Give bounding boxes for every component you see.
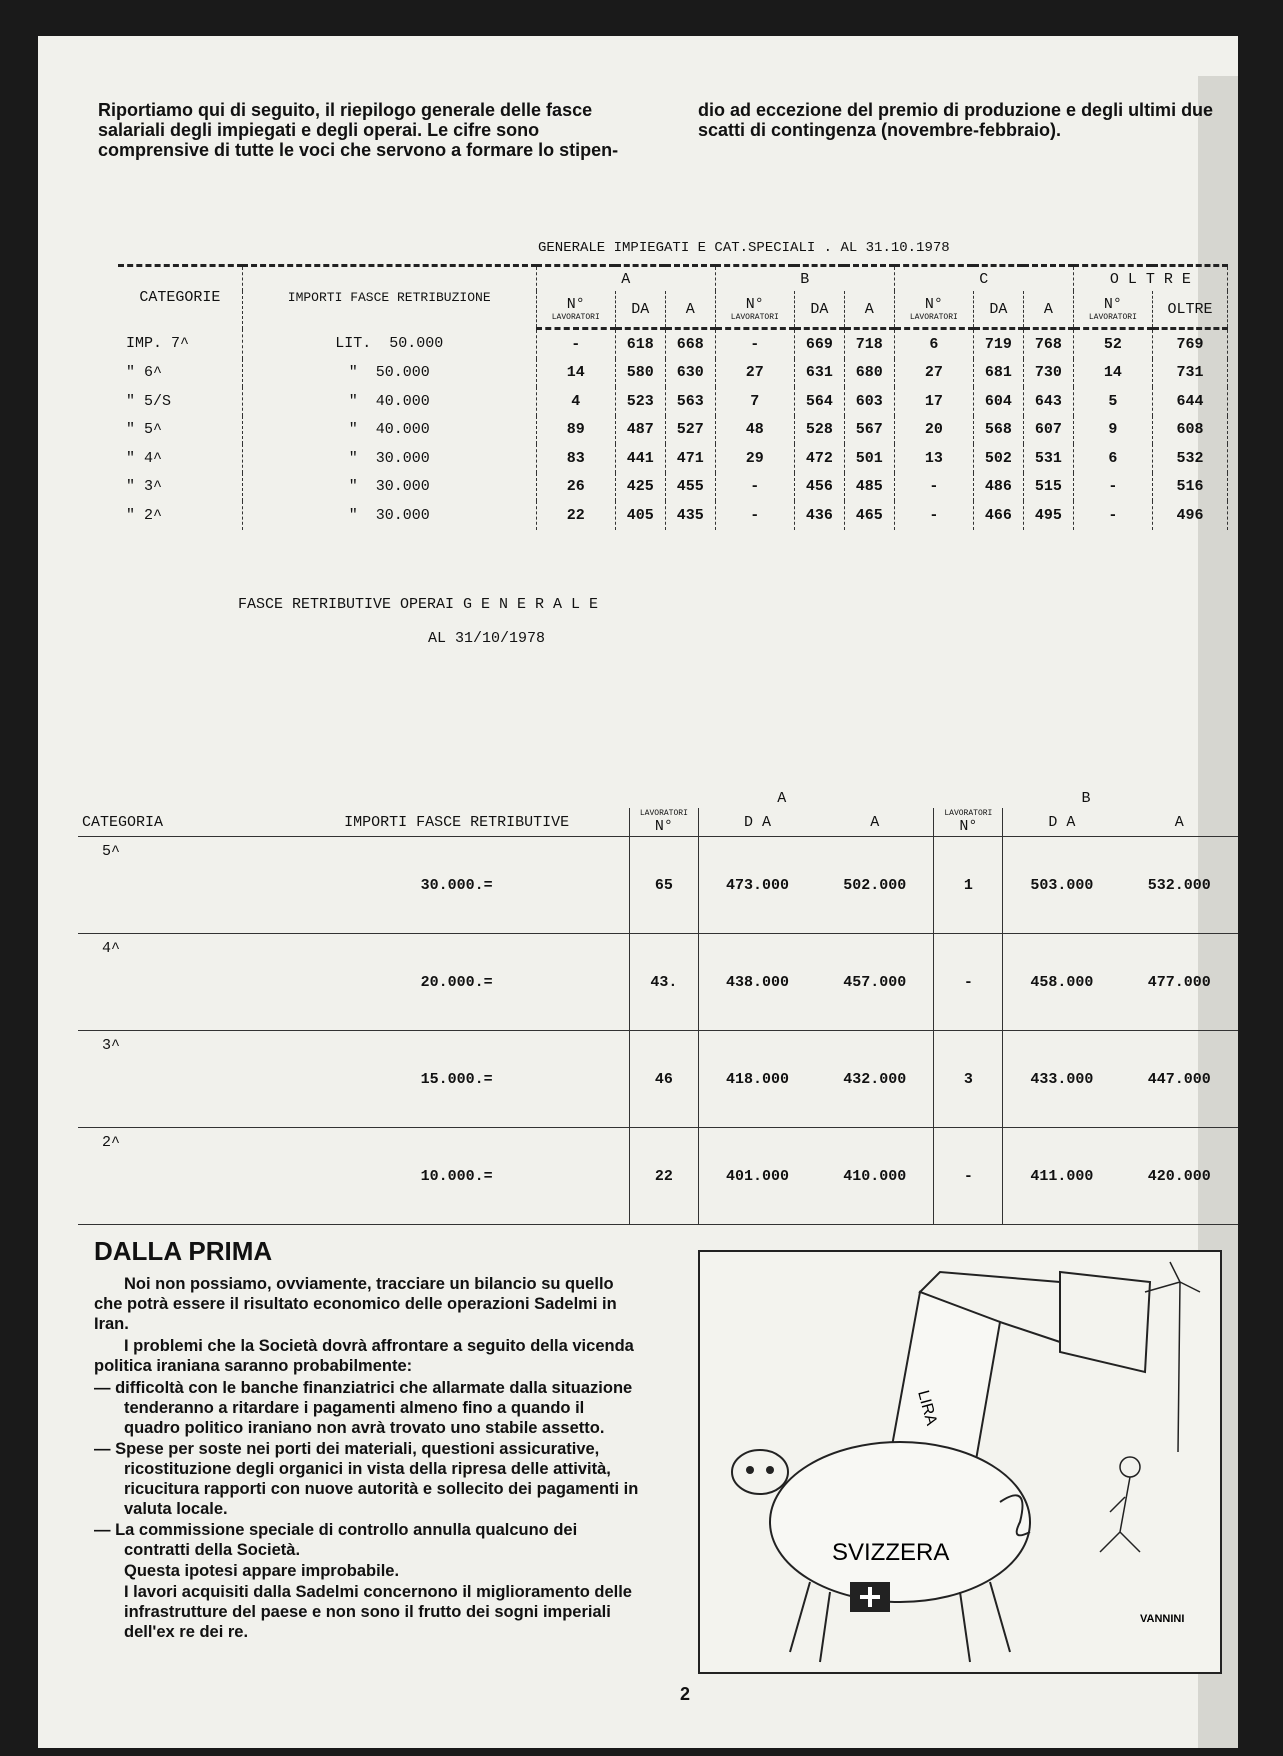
hdr-o-n: N° LAVORATORI [1073, 291, 1152, 329]
cell-b_da: 411.000 [1003, 1128, 1121, 1225]
cell-b_n: 3 [934, 1031, 1003, 1128]
hdr-group-oltre: O L T R E [1073, 266, 1227, 292]
cell-a_da: 438.000 [698, 934, 816, 1031]
cell-b_n: - [934, 934, 1003, 1031]
cell-b_a: 485 [844, 473, 894, 502]
dalla-p1: Noi non possiamo, ovviamente, tracciare un bilancio su quello che potrà essere il risultato economico delle operazioni Sadelmi in Iran. [94, 1275, 617, 1333]
cell-a_a: 630 [665, 359, 715, 388]
cell-b_a: 477.000 [1121, 934, 1238, 1031]
table-row [78, 934, 1238, 1031]
cell-a_n: 22 [536, 501, 615, 530]
dalla-bullet-2: — Spese per soste nei porti dei materiali, questioni assicurative, ricostituzione degli organici in vista della ripresa delle attività, ricucitura rapporti con nuove autorità e sollecito dei pagamenti in valuta locale. [94, 1440, 639, 1518]
hdr-group-c: C [894, 266, 1073, 292]
cell-c_da: 466 [973, 501, 1023, 530]
cell-a_a: 527 [665, 416, 715, 445]
cell-o_n: - [1073, 501, 1152, 530]
cell-lit-imp: " 50.000 [242, 359, 536, 388]
cell-b_n: 48 [715, 416, 794, 445]
cell-imp: 20.000.= [284, 934, 629, 1031]
cell-b_a: 567 [844, 416, 894, 445]
cell-c_da: 681 [973, 359, 1023, 388]
cell-a_a: 471 [665, 444, 715, 473]
cell-a_a: 668 [665, 329, 715, 359]
hdr2-categoria: CATEGORIA [78, 808, 284, 837]
cell-cat: IMP. 7^ [118, 329, 242, 359]
hdr2-a-n: LAVORATORI N° [629, 808, 698, 837]
cell-a_da: 487 [615, 416, 665, 445]
cell-cat: 4^ [78, 934, 284, 1031]
cell-imp: 30.000.= [284, 837, 629, 934]
cell-lit-imp: " 40.000 [242, 387, 536, 416]
cell-lit-imp: " 40.000 [242, 416, 536, 445]
cell-a_n: 4 [536, 387, 615, 416]
cell-a_n: 43. [629, 934, 698, 1031]
cell-c_n: - [894, 501, 973, 530]
employees-salary-table [118, 264, 1228, 530]
cell-a_n: - [536, 329, 615, 359]
hdr-group-a: A [536, 266, 715, 292]
table-row [118, 473, 1228, 502]
cell-o_n: - [1073, 473, 1152, 502]
cell-b_n: 1 [934, 837, 1003, 934]
cell-b_da: 528 [794, 416, 844, 445]
cell-o_oltre: 731 [1152, 359, 1227, 388]
cell-lit-imp: " 30.000 [242, 473, 536, 502]
cell-cat: " 4^ [118, 444, 242, 473]
cell-a_a: 432.000 [816, 1031, 934, 1128]
hdr-c-da: DA [973, 291, 1023, 329]
cell-cat: 5^ [78, 837, 284, 934]
hdr2-group-a: A [777, 789, 787, 807]
table-row [78, 837, 1238, 934]
table2-subtitle: AL 31/10/1978 [428, 630, 546, 647]
cell-a_n: 22 [629, 1128, 698, 1225]
cell-c_n: 6 [894, 329, 973, 359]
hdr-a-da: DA [615, 291, 665, 329]
cell-a_n: 83 [536, 444, 615, 473]
dalla-prima-body [94, 1274, 644, 1643]
cell-c_da: 486 [973, 473, 1023, 502]
cell-a_n: 89 [536, 416, 615, 445]
cell-b_da: 564 [794, 387, 844, 416]
cell-c_n: - [894, 473, 973, 502]
cell-c_n: 13 [894, 444, 973, 473]
cell-c_da: 568 [973, 416, 1023, 445]
table1-title: GENERALE IMPIEGATI E CAT.SPECIALI . AL 31.10.1978 [538, 240, 950, 256]
cell-b_da: 436 [794, 501, 844, 530]
hdr2-importi: IMPORTI FASCE RETRIBUTIVE [284, 808, 629, 837]
cell-imp: 10.000.= [284, 1128, 629, 1225]
cell-cat: " 5/S [118, 387, 242, 416]
cell-b_n: - [715, 501, 794, 530]
hdr2-b-da: D A [1003, 808, 1121, 837]
cell-c_n: 17 [894, 387, 973, 416]
svizzera-label: SVIZZERA [832, 1539, 950, 1566]
cell-a_da: 618 [615, 329, 665, 359]
cell-a_a: 563 [665, 387, 715, 416]
hdr-oltre: OLTRE [1152, 291, 1227, 329]
hdr2-group-b: B [1081, 789, 1091, 807]
cell-b_a: 603 [844, 387, 894, 416]
cell-a_a: 455 [665, 473, 715, 502]
cell-b_n: - [715, 473, 794, 502]
cell-b_da: 503.000 [1003, 837, 1121, 934]
cell-o_oltre: 516 [1152, 473, 1227, 502]
cell-a_n: 65 [629, 837, 698, 934]
dalla-p2: I problemi che la Società dovrà affrontare a seguito della vicenda politica iraniana saranno probabilmente: [94, 1337, 634, 1375]
cell-b_n: 29 [715, 444, 794, 473]
cell-lit-imp: LIT. 50.000 [242, 329, 536, 359]
hdr-b-a: A [844, 291, 894, 329]
table-row [118, 501, 1228, 530]
hdr-importi: IMPORTI FASCE RETRIBUZIONE [242, 266, 536, 329]
hdr2-b-a: A [1121, 808, 1238, 837]
cell-b_a: 447.000 [1121, 1031, 1238, 1128]
hdr-a-n: N° LAVORATORI [536, 291, 615, 329]
cell-lit-imp: " 30.000 [242, 501, 536, 530]
cell-o_n: 6 [1073, 444, 1152, 473]
cell-o_n: 52 [1073, 329, 1152, 359]
cell-a_da: 401.000 [698, 1128, 816, 1225]
cell-a_da: 523 [615, 387, 665, 416]
cell-b_da: 631 [794, 359, 844, 388]
cell-o_oltre: 644 [1152, 387, 1227, 416]
cell-lit-imp: " 30.000 [242, 444, 536, 473]
cell-a_a: 410.000 [816, 1128, 934, 1225]
cell-c_a: 643 [1023, 387, 1073, 416]
cell-c_da: 502 [973, 444, 1023, 473]
cell-o_oltre: 532 [1152, 444, 1227, 473]
cell-cat: " 6^ [118, 359, 242, 388]
cell-cat: " 2^ [118, 501, 242, 530]
workers-salary-table [78, 788, 1238, 1225]
table-row [118, 416, 1228, 445]
cell-b_a: 680 [844, 359, 894, 388]
cell-a_da: 405 [615, 501, 665, 530]
cell-a_da: 418.000 [698, 1031, 816, 1128]
cell-b_da: 669 [794, 329, 844, 359]
document-page [38, 36, 1238, 1748]
cell-o_oltre: 608 [1152, 416, 1227, 445]
hdr-c-n: N° LAVORATORI [894, 291, 973, 329]
cell-a_n: 26 [536, 473, 615, 502]
cell-b_da: 472 [794, 444, 844, 473]
dalla-bullet-1: — difficoltà con le banche finanziatrici che allarmate dalla situazione tenderanno a ritardare i pagamenti almeno fino a quando il quadro politico iraniano non avrà trovato uno stabile assetto. [94, 1379, 633, 1437]
table2-title: FASCE RETRIBUTIVE OPERAI G E N E R A L E [238, 596, 599, 613]
cell-o_n: 14 [1073, 359, 1152, 388]
cell-b_da: 433.000 [1003, 1031, 1121, 1128]
cell-a_n: 46 [629, 1031, 698, 1128]
cell-b_a: 501 [844, 444, 894, 473]
hdr2-a-a: A [816, 808, 934, 837]
dalla-note-1: Questa ipotesi appare improbabile. [124, 1562, 400, 1580]
cell-c_n: 27 [894, 359, 973, 388]
cell-c_a: 495 [1023, 501, 1073, 530]
cell-b_da: 456 [794, 473, 844, 502]
cell-b_da: 458.000 [1003, 934, 1121, 1031]
cell-a_da: 441 [615, 444, 665, 473]
cell-cat: 2^ [78, 1128, 284, 1225]
cell-a_da: 473.000 [698, 837, 816, 934]
cell-c_a: 531 [1023, 444, 1073, 473]
cell-c_a: 768 [1023, 329, 1073, 359]
cartoon-signature: VANNINI [1140, 1613, 1185, 1625]
intro-right: dio ad eccezione del premio di produzione e degli ultimi due scatti di contingenza (novembre-febbraio). [698, 100, 1214, 140]
dalla-bullet-3: — La commissione speciale di controllo annulla qualcuno dei contratti della Società. [94, 1521, 578, 1559]
cell-b_a: 465 [844, 501, 894, 530]
dalla-note-2: I lavori acquisiti dalla Sadelmi concernono il miglioramento delle infrastrutture del paese e non sono il frutto dei sogni imperiali dell'ex re dei re. [124, 1583, 632, 1641]
cell-o_oltre: 769 [1152, 329, 1227, 359]
cartoon-drawing [700, 1252, 1220, 1672]
cell-a_da: 580 [615, 359, 665, 388]
cell-b_n: 27 [715, 359, 794, 388]
lira-label: LIRA [914, 1388, 940, 1428]
cell-b_a: 718 [844, 329, 894, 359]
table-row [78, 1031, 1238, 1128]
table-row [118, 444, 1228, 473]
cell-b_a: 532.000 [1121, 837, 1238, 934]
table-row [118, 329, 1228, 359]
cell-c_a: 730 [1023, 359, 1073, 388]
hdr-a-a: A [665, 291, 715, 329]
cell-cat: " 5^ [118, 416, 242, 445]
cell-c_a: 607 [1023, 416, 1073, 445]
table-row [78, 1128, 1238, 1225]
cell-b_n: - [715, 329, 794, 359]
hdr-b-da: DA [794, 291, 844, 329]
table-row [118, 359, 1228, 388]
cartoon-illustration [698, 1250, 1222, 1674]
cell-a_a: 502.000 [816, 837, 934, 934]
cell-a_da: 425 [615, 473, 665, 502]
cell-c_n: 20 [894, 416, 973, 445]
cell-o_oltre: 496 [1152, 501, 1227, 530]
cell-a_a: 435 [665, 501, 715, 530]
hdr-categorie: CATEGORIE [118, 266, 242, 329]
hdr-group-b: B [715, 266, 894, 292]
hdr2-a-da: D A [698, 808, 816, 837]
cell-b_n: - [934, 1128, 1003, 1225]
hdr-b-n: N° LAVORATORI [715, 291, 794, 329]
cell-a_a: 457.000 [816, 934, 934, 1031]
cell-o_n: 5 [1073, 387, 1152, 416]
cell-b_a: 420.000 [1121, 1128, 1238, 1225]
hdr-c-a: A [1023, 291, 1073, 329]
table-row [118, 387, 1228, 416]
cell-cat: 3^ [78, 1031, 284, 1128]
cell-c_da: 604 [973, 387, 1023, 416]
intro-left: Riportiamo qui di seguito, il riepilogo generale delle fasce salariali degli impiegati e degli operai. Le cifre sono comprensive di tutte le voci che servono a formare lo stipen- [98, 100, 619, 160]
cell-c_da: 719 [973, 329, 1023, 359]
cell-imp: 15.000.= [284, 1031, 629, 1128]
cell-a_n: 14 [536, 359, 615, 388]
dalla-prima-title: DALLA PRIMA [94, 1236, 273, 1266]
cell-o_n: 9 [1073, 416, 1152, 445]
cell-b_n: 7 [715, 387, 794, 416]
cell-cat: " 3^ [118, 473, 242, 502]
cell-c_a: 515 [1023, 473, 1073, 502]
hdr2-b-n: LAVORATORI N° [934, 808, 1003, 837]
page-number: 2 [680, 1684, 691, 1704]
